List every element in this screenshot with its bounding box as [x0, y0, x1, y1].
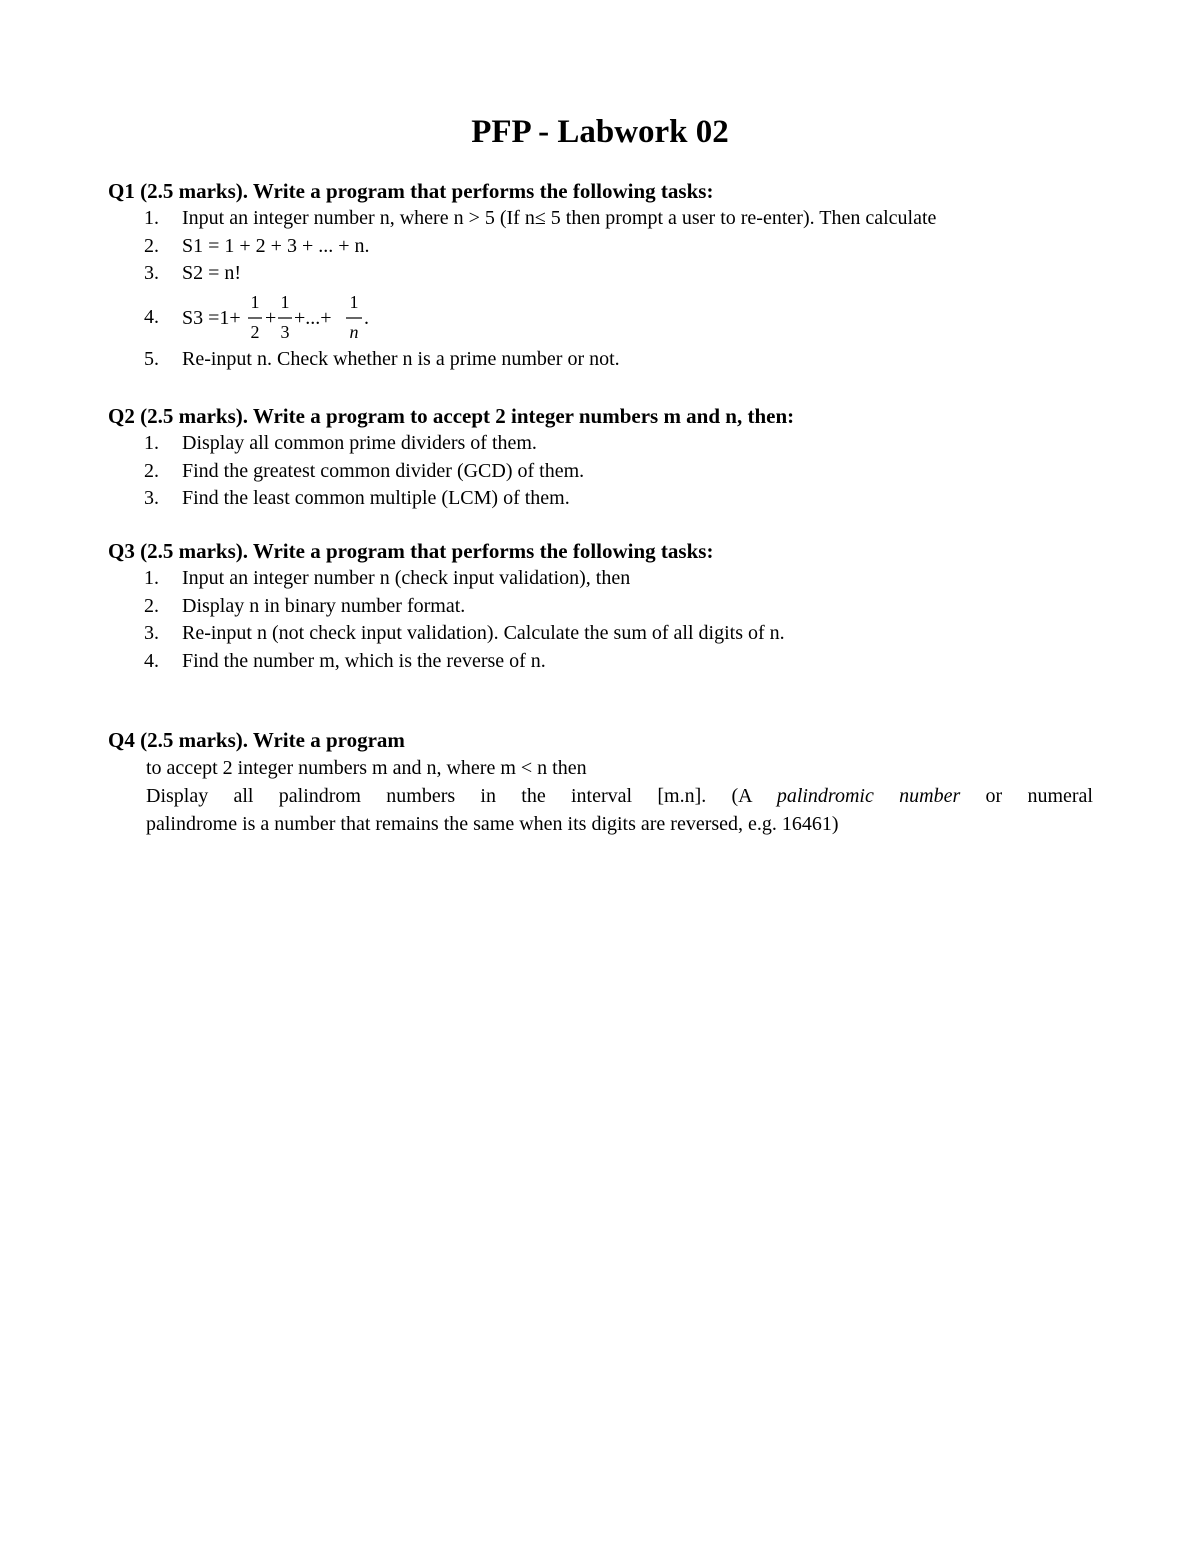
task-item: [108, 565, 1093, 593]
task-text: Input an integer number n (check input validation), then: [182, 567, 631, 589]
task-text: S2 = n!: [182, 262, 242, 284]
task-item: [108, 346, 1093, 374]
task-number: 3.: [144, 487, 159, 509]
question-4-line: to accept 2 integer numbers m and n, where m < n then: [146, 757, 587, 779]
task-number: 1.: [144, 567, 159, 589]
task-number: 4.: [144, 305, 159, 328]
question-3: [108, 538, 1093, 675]
svg-text:3: 3: [280, 321, 290, 342]
task-number: 2.: [144, 459, 159, 482]
svg-text:1: 1: [280, 291, 290, 312]
question-3-tasks: [108, 565, 1093, 675]
question-1-heading: Q1 (2.5 marks). Write a program that performs the following tasks:: [108, 179, 714, 203]
question-4-line: palindrome is a number that remains the same when its digits are reversed, e.g. 16461): [146, 813, 839, 835]
task-item: [108, 205, 1093, 233]
question-1-tasks: [108, 205, 1093, 373]
question-4-text: Display all palindrom numbers in the interval [m.n]. (A: [146, 785, 777, 807]
task-text: Re-input n (not check input validation). Calculate the sum of all digits of n.: [182, 622, 785, 644]
task-item: [108, 458, 1093, 486]
task-text: Display all common prime dividers of them.: [182, 432, 537, 454]
svg-text:S3 =1+: S3 =1+: [182, 306, 241, 329]
question-4-body: [108, 754, 1093, 838]
svg-text:+...+: +...+: [294, 306, 332, 329]
question-4-line: [146, 782, 1093, 810]
question-4: [108, 727, 1093, 838]
task-number: 5.: [144, 347, 159, 370]
task-number: 1.: [144, 207, 159, 229]
svg-text:1: 1: [349, 291, 359, 312]
s3-formula: [182, 288, 522, 346]
task-text: Display n in binary number format.: [182, 594, 466, 617]
task-number: 3.: [144, 622, 159, 644]
task-item: [108, 260, 1093, 288]
question-2: [108, 403, 1093, 513]
task-text: Find the greatest common divider (GCD) of them.: [182, 459, 585, 482]
task-number: 2.: [144, 234, 159, 257]
svg-text:n: n: [349, 321, 359, 342]
task-item: [108, 593, 1093, 621]
task-number: 4.: [144, 649, 159, 672]
task-item: [108, 620, 1093, 648]
task-item: [108, 485, 1093, 513]
svg-text:1: 1: [250, 291, 260, 312]
task-text: Re-input n. Check whether n is a prime number or not.: [182, 347, 620, 370]
task-item: [108, 648, 1093, 676]
question-2-heading: Q2 (2.5 marks). Write a program to accept 2 integer numbers m and n, then:: [108, 404, 795, 428]
task-text: Find the least common multiple (LCM) of them.: [182, 487, 570, 509]
task-number: 2.: [144, 594, 159, 617]
task-number: 1.: [144, 432, 159, 454]
svg-text:2: 2: [250, 321, 260, 342]
task-text: Find the number m, which is the reverse of n.: [182, 649, 546, 672]
task-number: 3.: [144, 262, 159, 284]
page-title: PFP - Labwork 02: [471, 114, 729, 150]
question-4-italic-term: palindromic number: [776, 785, 961, 807]
question-2-tasks: [108, 430, 1093, 513]
question-4-text: or numeral: [960, 785, 1093, 807]
task-item: [108, 430, 1093, 458]
task-item-formula: [108, 288, 1093, 346]
task-text: Input an integer number n, where n > 5 (If n≤ 5 then prompt a user to re-enter). Then calculate: [182, 207, 937, 229]
question-4-heading: Q4 (2.5 marks). Write a program: [108, 728, 405, 752]
question-1: [108, 178, 1093, 373]
question-3-heading: Q3 (2.5 marks). Write a program that performs the following tasks:: [108, 539, 714, 563]
svg-text:.: .: [364, 306, 369, 329]
task-text: S1 = 1 + 2 + 3 + ... + n.: [182, 234, 370, 257]
task-item: [108, 233, 1093, 261]
svg-text:+: +: [265, 306, 277, 329]
